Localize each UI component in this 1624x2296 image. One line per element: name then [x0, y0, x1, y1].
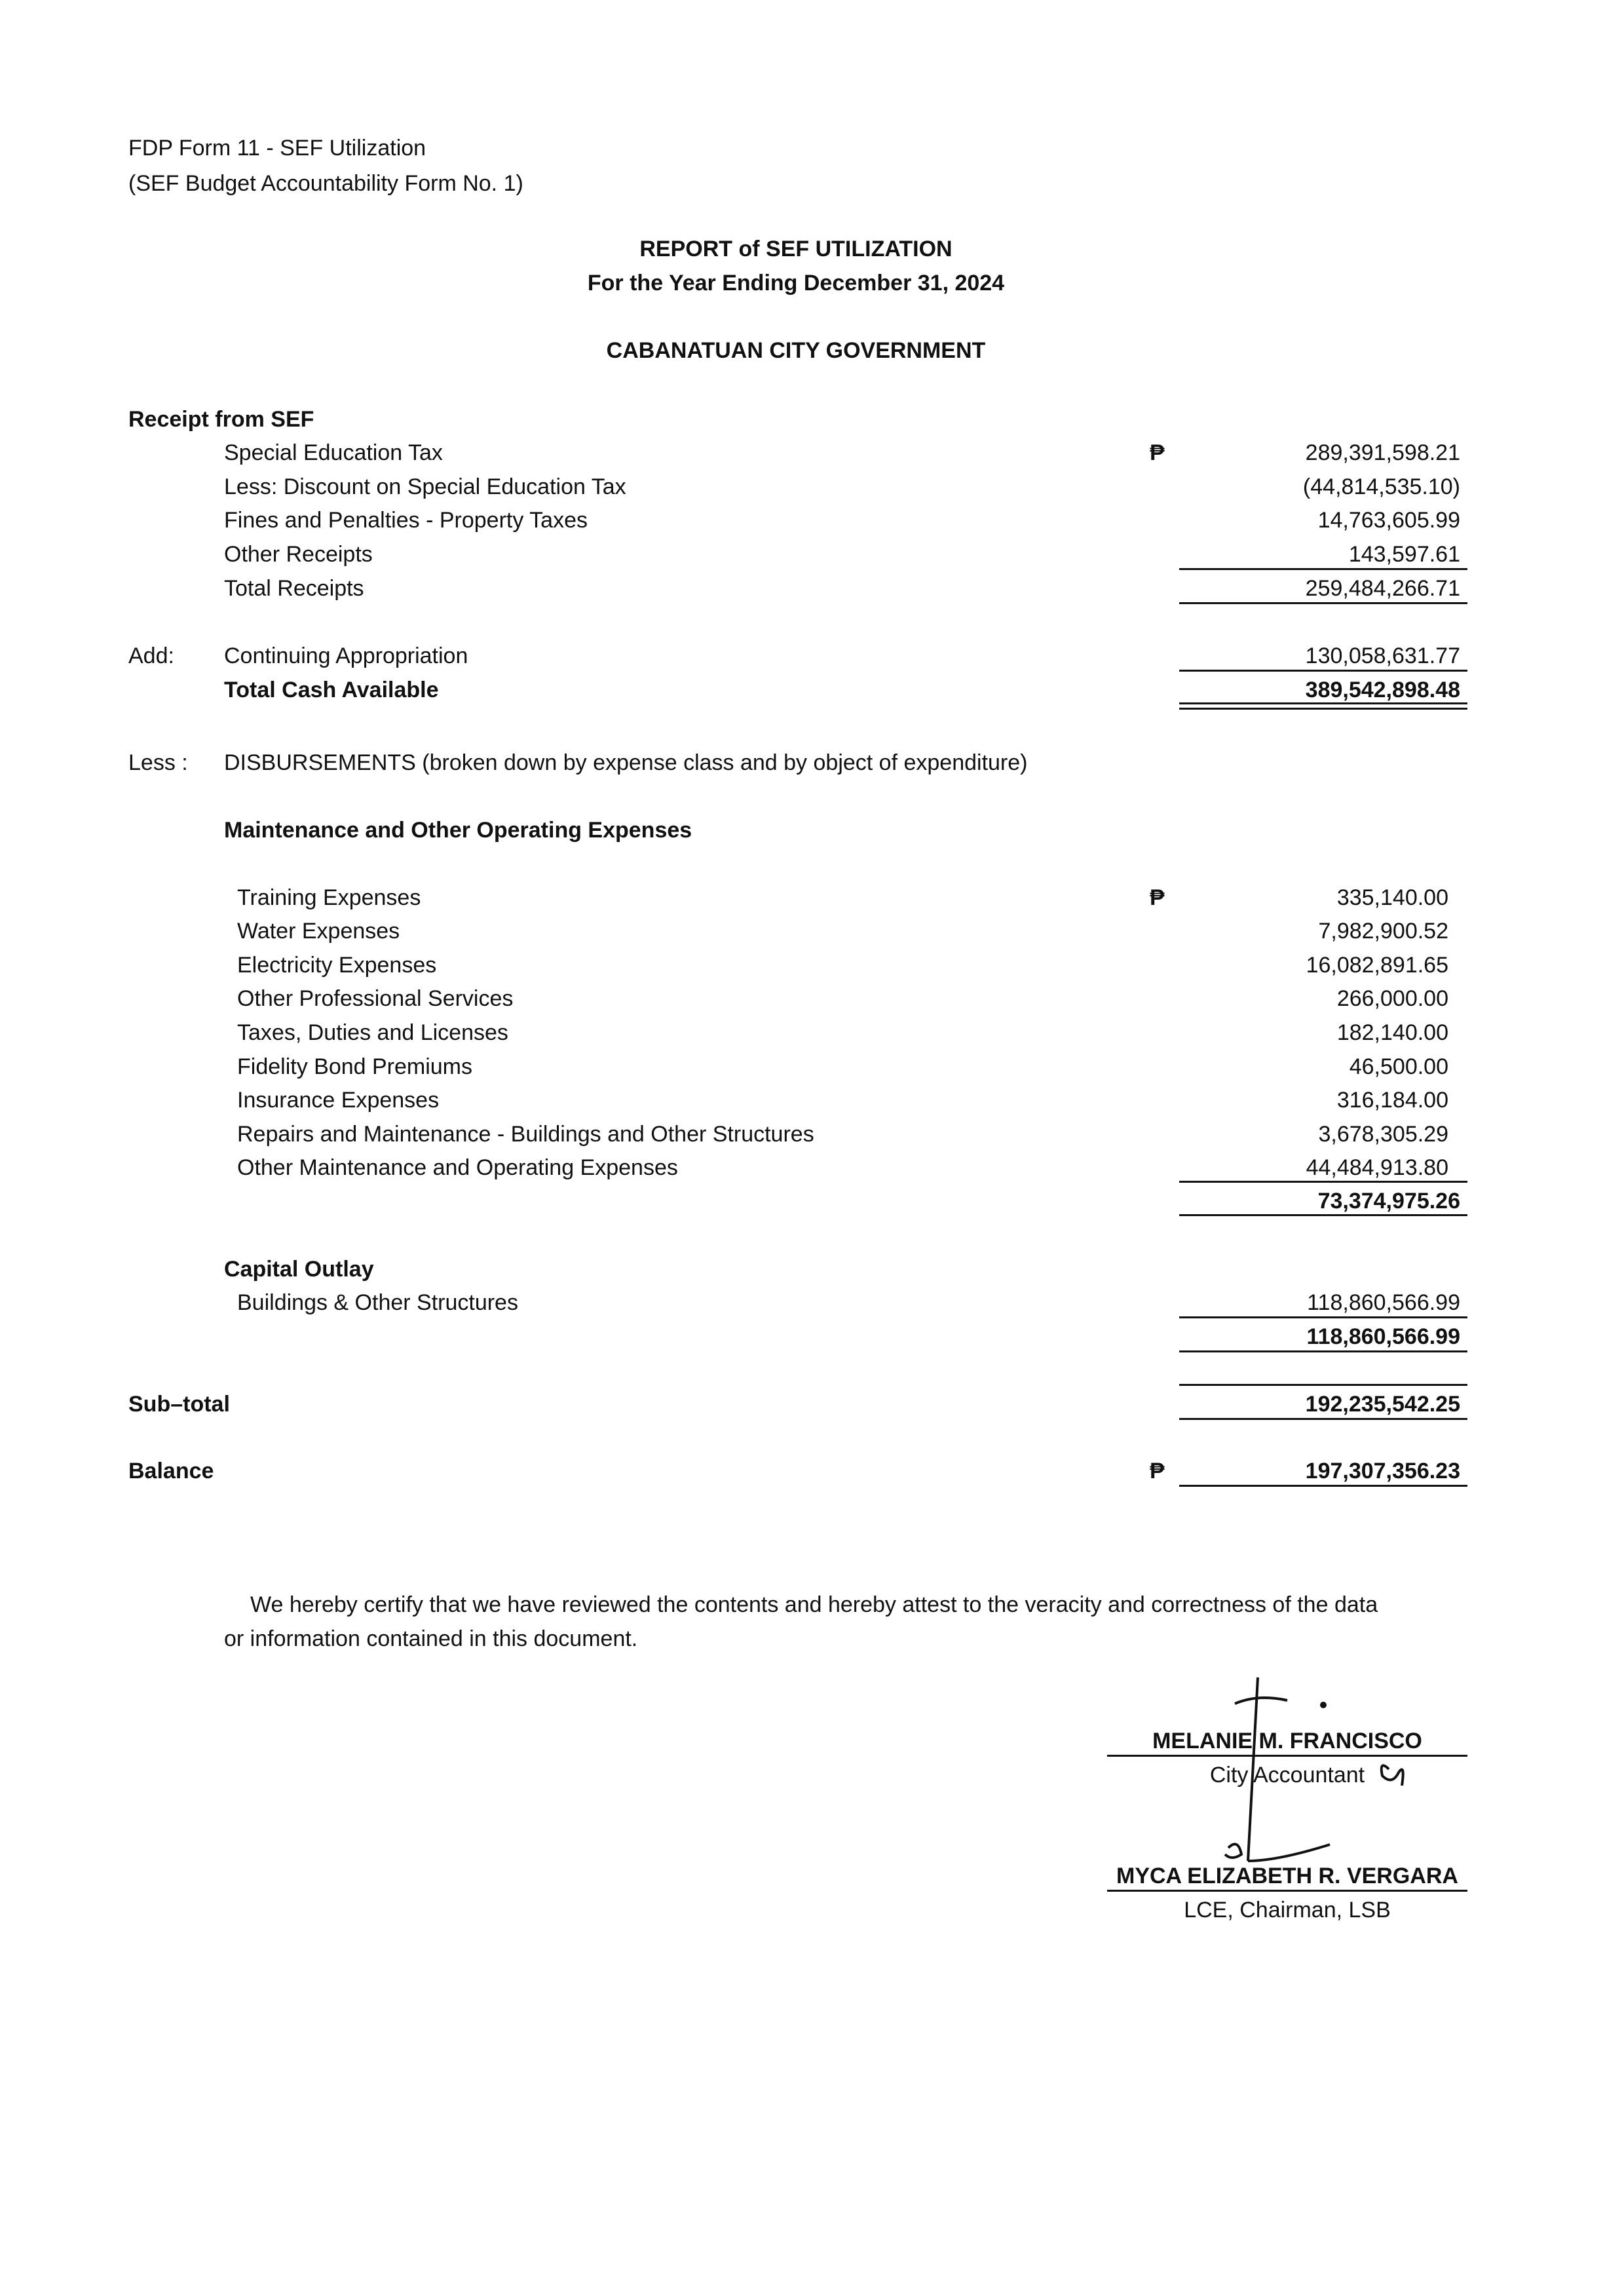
signatory-name: MYCA ELIZABETH R. VERGARA: [1116, 1864, 1458, 1888]
underline: [1179, 1418, 1467, 1420]
receipt-amount: 289,391,598.21: [1305, 440, 1460, 465]
signatory-title: LCE, Chairman, LSB: [1184, 1898, 1391, 1923]
expense-label: Water Expenses: [237, 919, 400, 944]
total-receipts-label: Total Receipts: [224, 576, 364, 601]
total-cash-amount: 389,542,898.48: [1305, 678, 1460, 702]
expense-amount: 7,982,900.52: [1318, 919, 1448, 944]
total-cash-label: Total Cash Available: [224, 678, 439, 702]
peso-sign: ₱: [1150, 885, 1165, 910]
add-prefix: Add:: [128, 643, 174, 668]
mooe-total-amount: 73,374,975.26: [1317, 1189, 1460, 1214]
continuing-appropriation-label: Continuing Appropriation: [224, 643, 468, 668]
expense-label: Other Professional Services: [237, 986, 514, 1011]
form-number: FDP Form 11 - SEF Utilization: [128, 136, 426, 161]
balance-amount: 197,307,356.23: [1305, 1459, 1460, 1483]
receipt-amount: (44,814,535.10): [1302, 474, 1460, 499]
signature-line: [1107, 1755, 1467, 1757]
continuing-appropriation-amount: 130,058,631.77: [1305, 643, 1460, 668]
expense-label: Other Maintenance and Operating Expenses: [237, 1155, 678, 1180]
report-title: REPORT of SEF UTILIZATION: [639, 237, 953, 261]
underline: [1179, 1316, 1467, 1318]
underline: [1179, 1485, 1467, 1487]
capital-outlay-label: Buildings & Other Structures: [237, 1290, 518, 1315]
disbursements-label: DISBURSEMENTS (broken down by expense class and by object of expenditure): [224, 750, 1028, 775]
receipt-label: Fines and Penalties - Property Taxes: [224, 508, 588, 533]
expense-amount: 44,484,913.80: [1306, 1155, 1448, 1180]
receipt-amount: 14,763,605.99: [1317, 508, 1460, 533]
less-prefix: Less :: [128, 750, 188, 775]
expense-label: Insurance Expenses: [237, 1088, 440, 1113]
signatory-name: MELANIE M. FRANCISCO: [1152, 1729, 1422, 1753]
expense-amount: 335,140.00: [1336, 885, 1448, 910]
expense-label: Taxes, Duties and Licenses: [237, 1020, 508, 1045]
subtotal-amount: 192,235,542.25: [1305, 1392, 1460, 1417]
peso-sign: ₱: [1150, 440, 1165, 465]
underline: [1179, 1384, 1467, 1386]
underline: [1179, 670, 1467, 672]
entity-name: CABANATUAN CITY GOVERNMENT: [606, 338, 986, 363]
signature-line: [1107, 1890, 1467, 1892]
underline: [1179, 1214, 1467, 1216]
receipt-amount: 143,597.61: [1348, 542, 1460, 567]
signatory-title: City Accountant: [1209, 1763, 1365, 1788]
underline: [1179, 602, 1467, 604]
expense-label: Repairs and Maintenance - Buildings and Other Structures: [237, 1122, 814, 1147]
peso-sign: ₱: [1150, 1459, 1165, 1483]
capital-outlay-total: 118,860,566.99: [1306, 1324, 1460, 1349]
expense-amount: 46,500.00: [1349, 1054, 1448, 1079]
expense-amount: 316,184.00: [1336, 1088, 1448, 1113]
receipt-label: Special Education Tax: [224, 440, 443, 465]
expense-amount: 3,678,305.29: [1318, 1122, 1448, 1147]
expense-amount: 16,082,891.65: [1306, 953, 1448, 978]
receipt-label: Other Receipts: [224, 542, 373, 567]
expense-label: Training Expenses: [237, 885, 421, 910]
receipts-heading: Receipt from SEF: [128, 407, 314, 432]
underline: [1179, 1181, 1467, 1183]
report-period: For the Year Ending December 31, 2024: [587, 271, 1005, 296]
capital-outlay-amount: 118,860,566.99: [1307, 1290, 1460, 1315]
capital-outlay-heading: Capital Outlay: [224, 1257, 374, 1282]
certification-text-line2: or information contained in this document.: [224, 1626, 638, 1651]
expense-label: Fidelity Bond Premiums: [237, 1054, 473, 1079]
total-receipts-amount: 259,484,266.71: [1305, 576, 1460, 601]
expense-label: Electricity Expenses: [237, 953, 437, 978]
mooe-heading: Maintenance and Other Operating Expenses: [224, 818, 692, 843]
expense-amount: 266,000.00: [1336, 986, 1448, 1011]
double-underline: [1179, 702, 1467, 710]
receipt-label: Less: Discount on Special Education Tax: [224, 474, 626, 499]
underline: [1179, 1350, 1467, 1352]
certification-text-line1: We hereby certify that we have reviewed the contents and hereby attest to the veracity and correctness of the data: [250, 1592, 1378, 1617]
underline: [1179, 568, 1467, 570]
subtotal-label: Sub–total: [128, 1392, 230, 1417]
balance-label: Balance: [128, 1459, 214, 1483]
form-subtitle: (SEF Budget Accountability Form No. 1): [128, 171, 523, 196]
expense-amount: 182,140.00: [1336, 1020, 1448, 1045]
